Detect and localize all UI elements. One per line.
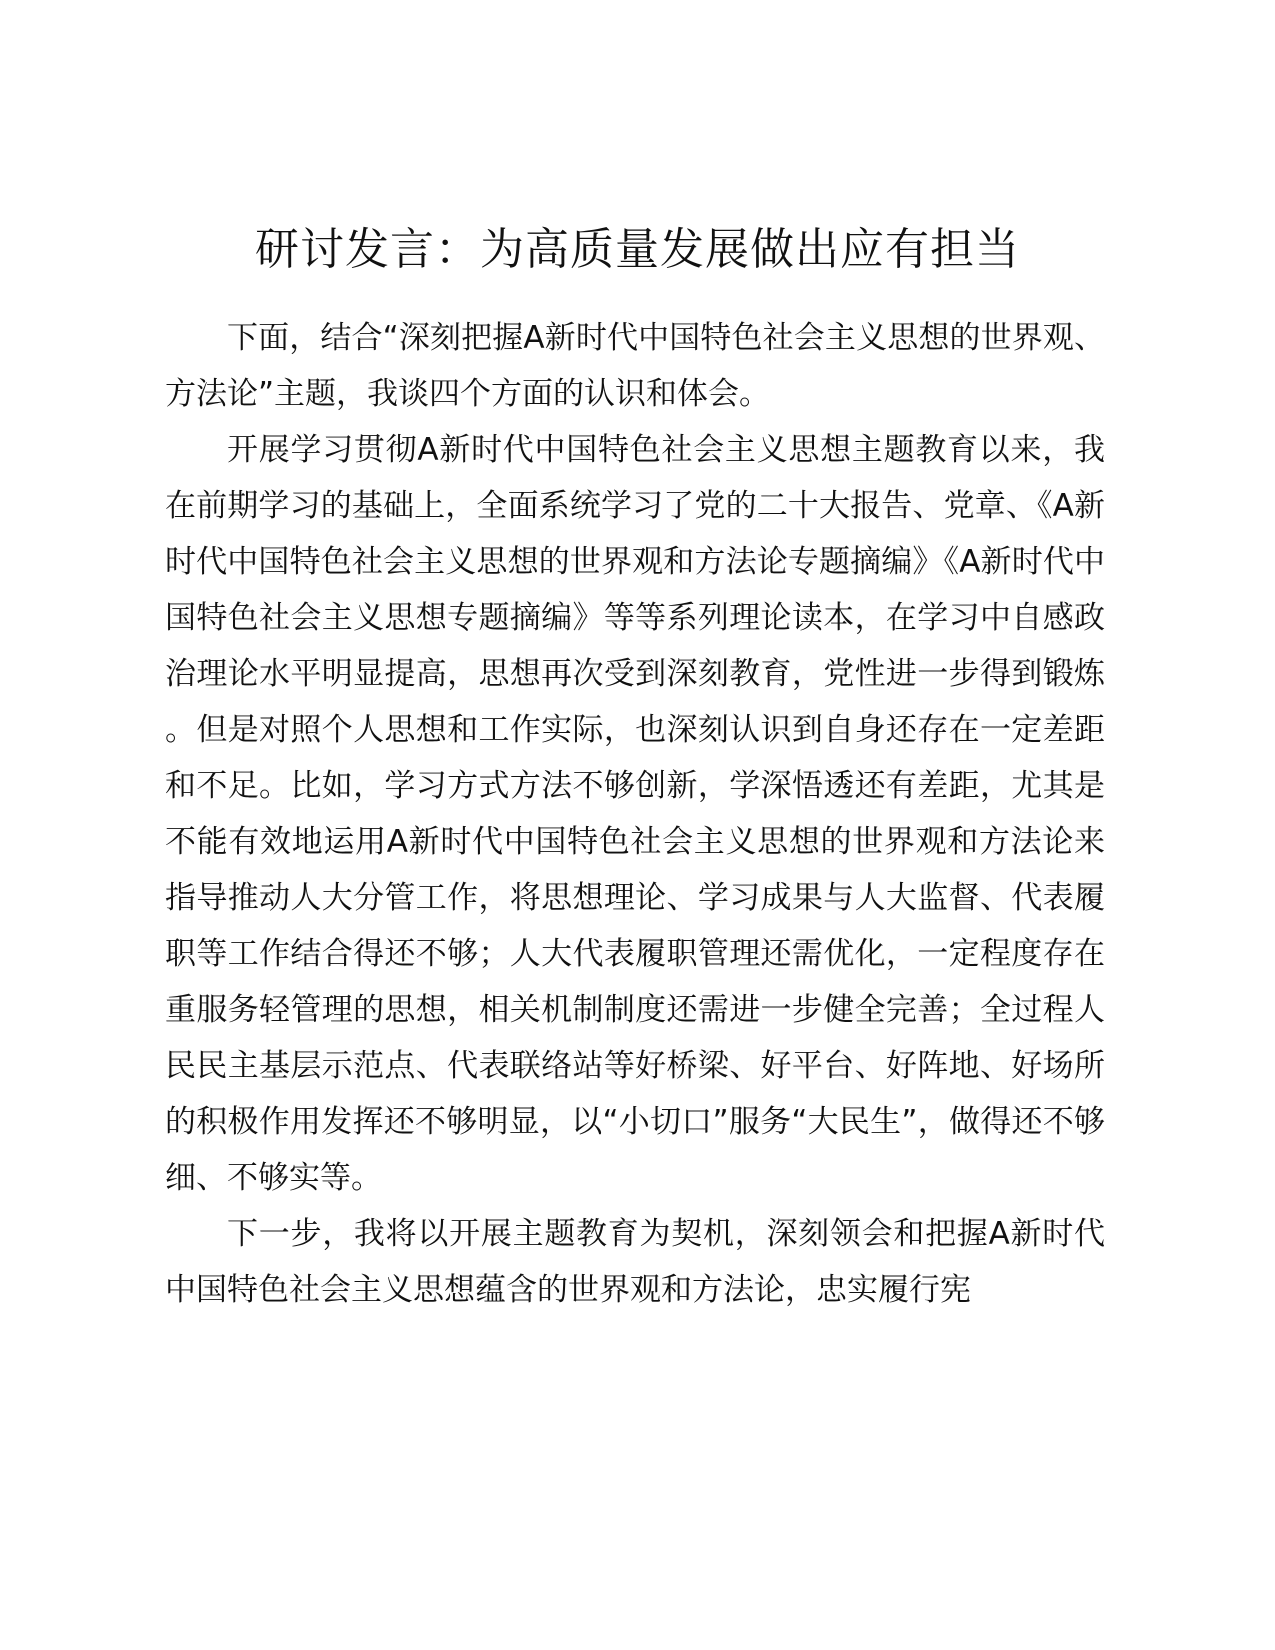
paragraph-study-review: 开展学习贯彻A新时代中国特色社会主义思想主题教育以来，我在前期学习的基础上，全面系统学习了党的二十大报告、党章、《A新时代中国特色社会主义思想的世界观和方法论专题摘编》《A新时代中国特色社会主义思想专题摘编》等等系列理论读本，在学习中自感政治理论水平明显提高，思想再次受到深刻教育，党性进一步得到锻炼。但是对照个人思想和工作实际，也深刻认识到自身还存在一定差距和不足。比如，学习方式方法不够创新，学深悟透还有差距，尤其是不能有效地运用A新时代中国特色社会主义思想的世界观和方法论来指导推动人大分管工作，将思想理论、学习成果与人大监督、代表履职等工作结合得还不够；人大代表履职管理还需优化，一定程度存在重服务轻管理的思想，相关机制制度还需进一步健全完善；全过程人民民主基层示范点、代表联络站等好桥梁、好平台、好阵地、好场所的积极作用发挥还不够明显，以“小切口”服务“大民生”，做得还不够细、不够实等。: [165, 432, 1105, 1196]
document-body: [165, 310, 1105, 1318]
document-title: 研讨发言：为高质量发展做出应有担当: [255, 224, 1020, 275]
paragraph-intro: 下面，结合“深刻把握A新时代中国特色社会主义思想的世界观、方法论”主题，我谈四个方面的认识和体会。: [165, 320, 1105, 412]
paragraph-next-steps: 下一步，我将以开展主题教育为契机，深刻领会和把握A新时代中国特色社会主义思想蕴含的世界观和方法论，忠实履行宪: [165, 1216, 1105, 1308]
